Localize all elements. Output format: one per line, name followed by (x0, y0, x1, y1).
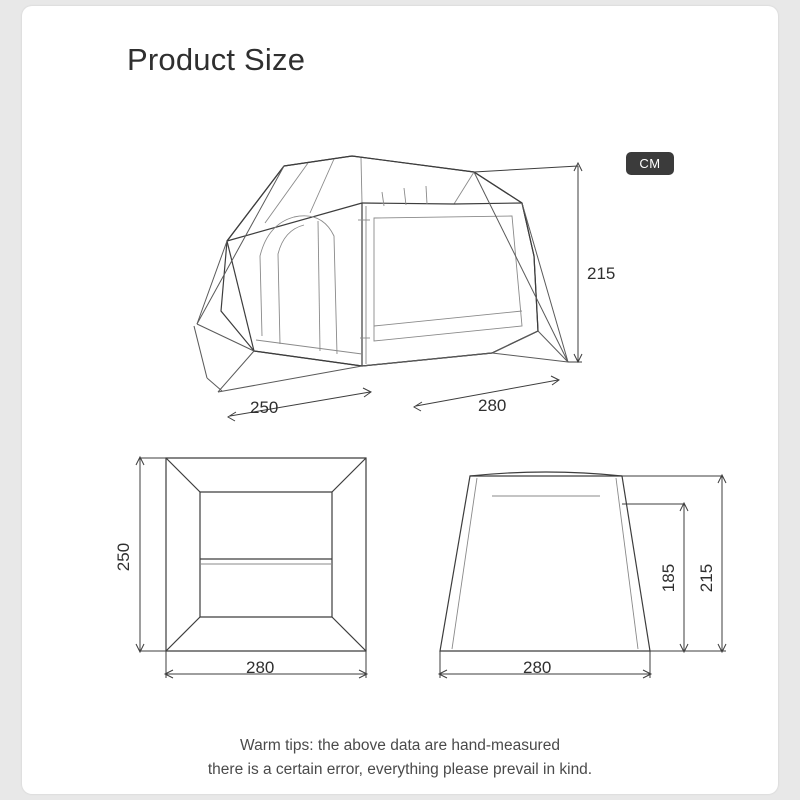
warm-tips-line-2: there is a certain error, everything please prevail in kind. (207, 761, 593, 778)
front-view-inner-height-label: 185 (659, 563, 679, 593)
front-view-total-height-label: 215 (697, 563, 717, 593)
content-sheet (22, 6, 778, 794)
warm-tips-line-1: Warm tips: the above data are hand-measured (240, 737, 560, 754)
top-view-depth-label: 250 (114, 542, 134, 572)
tent-top-view (136, 457, 367, 678)
page-title: Product Size (127, 42, 306, 77)
size-diagram-artwork (22, 6, 778, 794)
tent-front-view (439, 472, 726, 678)
unit-badge: CM (626, 152, 674, 175)
front-view-width-label: 280 (523, 658, 552, 677)
tent-perspective-view (194, 156, 582, 421)
perspective-width-label: 280 (478, 396, 507, 415)
perspective-depth-label: 250 (250, 398, 279, 417)
top-view-width-label: 280 (246, 658, 275, 677)
perspective-height-label: 215 (587, 264, 616, 283)
warm-tips (22, 734, 778, 782)
